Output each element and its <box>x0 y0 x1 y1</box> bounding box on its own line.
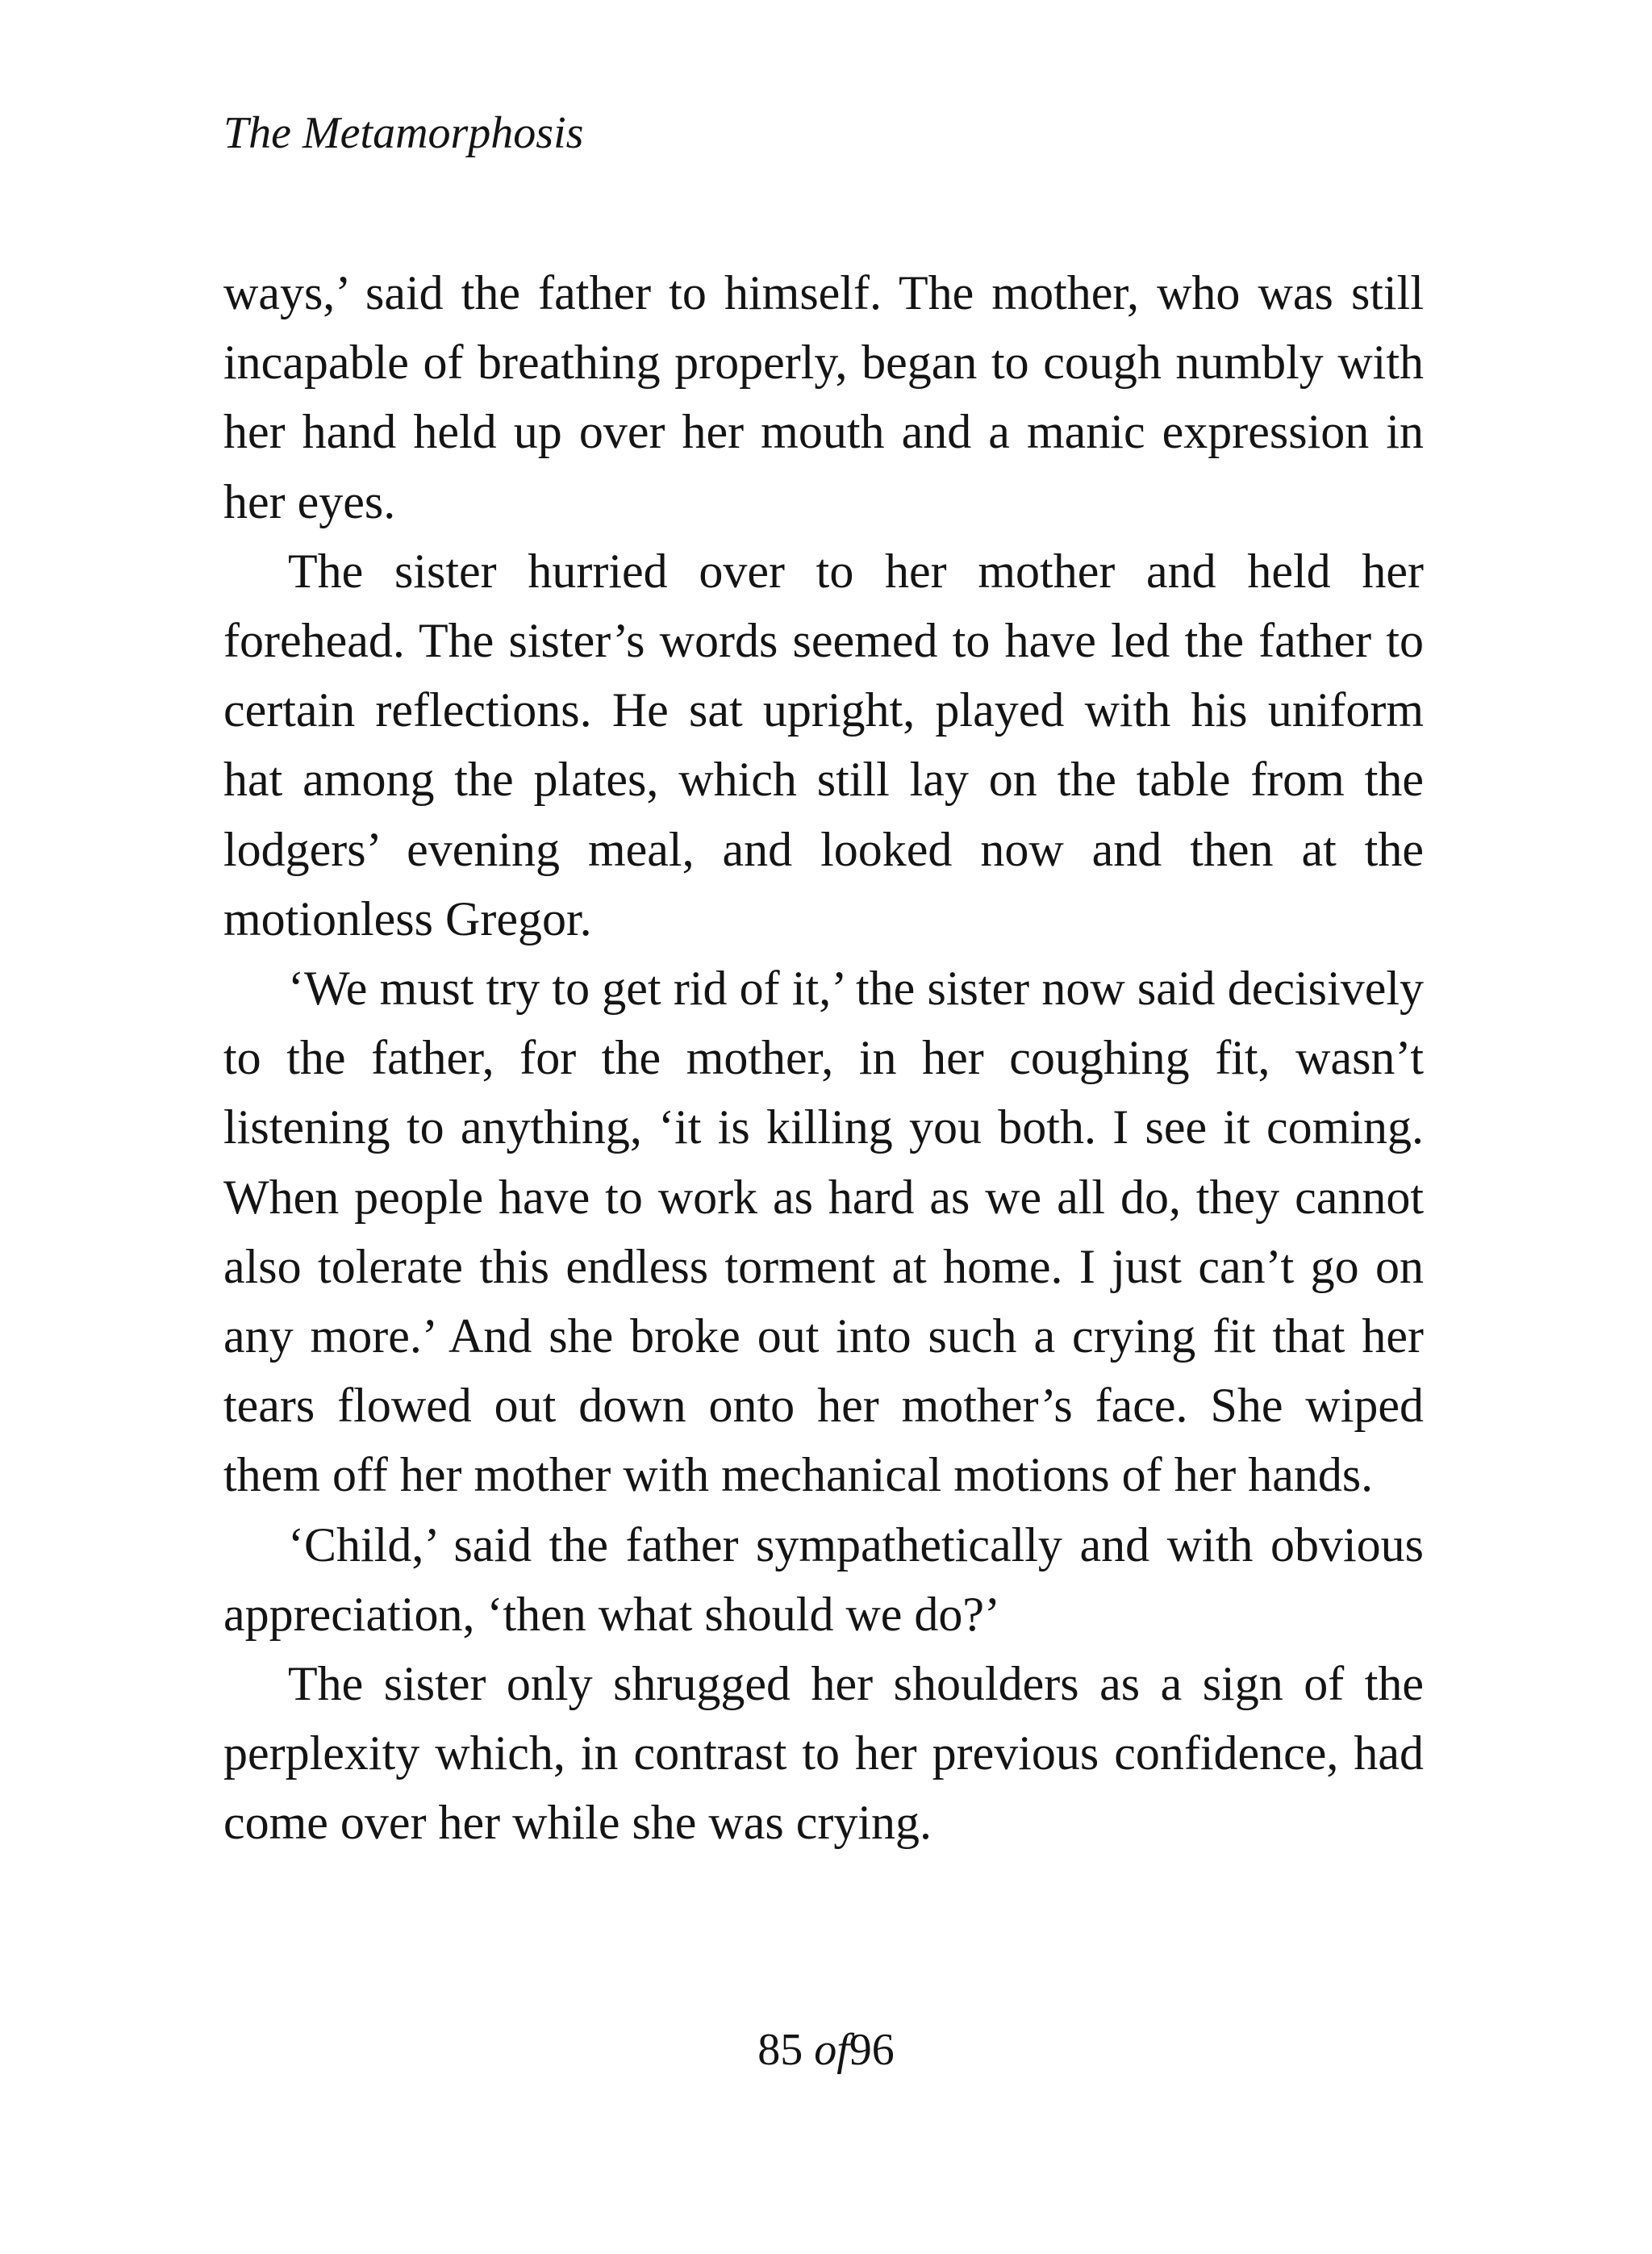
paragraph-4: ‘Child,’ said the father sympathetically and with obvious appreciation, ‘then what should we do?’ <box>223 1517 1424 1641</box>
page-separator: of <box>814 2025 849 2075</box>
page-current: 85 <box>757 2025 803 2075</box>
running-head-title: The Metamorphosis <box>223 108 584 158</box>
paragraph-2: The sister hurried over to her mother and held her forehead. The sister’s words seemed to have led the father to certain reflections. He sat upright, played with his uniform hat among the plates, which still lay on the table from the lodgers’ evening meal, and looked now and then at the motionless Gregor. <box>223 544 1424 945</box>
body-text <box>223 258 1424 1858</box>
paragraph-3: ‘We must try to get rid of it,’ the sister now said decisively to the father, for the mother, in her coughing fit, wasn’t listening to anything, ‘it is killing you both. I see it coming. When people have to work as hard as we all do, they cannot also tolerate this endless torment at home. I just can’t go on any more.’ And she broke out into such a crying fit that her tears flowed out down onto her mother’s face. She wiped them off her mother with mechanical motions of her hands. <box>223 962 1424 1502</box>
page-total: 96 <box>849 2025 895 2075</box>
paragraph-5: The sister only shrugged her shoulders as a sign of the perplexity which, in contrast to her previous confidence, had come over her while she was crying. <box>223 1657 1424 1850</box>
page-number <box>0 2022 1652 2078</box>
paragraph-1: ways,’ said the father to himself. The mother, who was still incapable of breathing properly, began to cough numbly with her hand held up over her mouth and a manic expression in her eyes. <box>223 266 1424 528</box>
